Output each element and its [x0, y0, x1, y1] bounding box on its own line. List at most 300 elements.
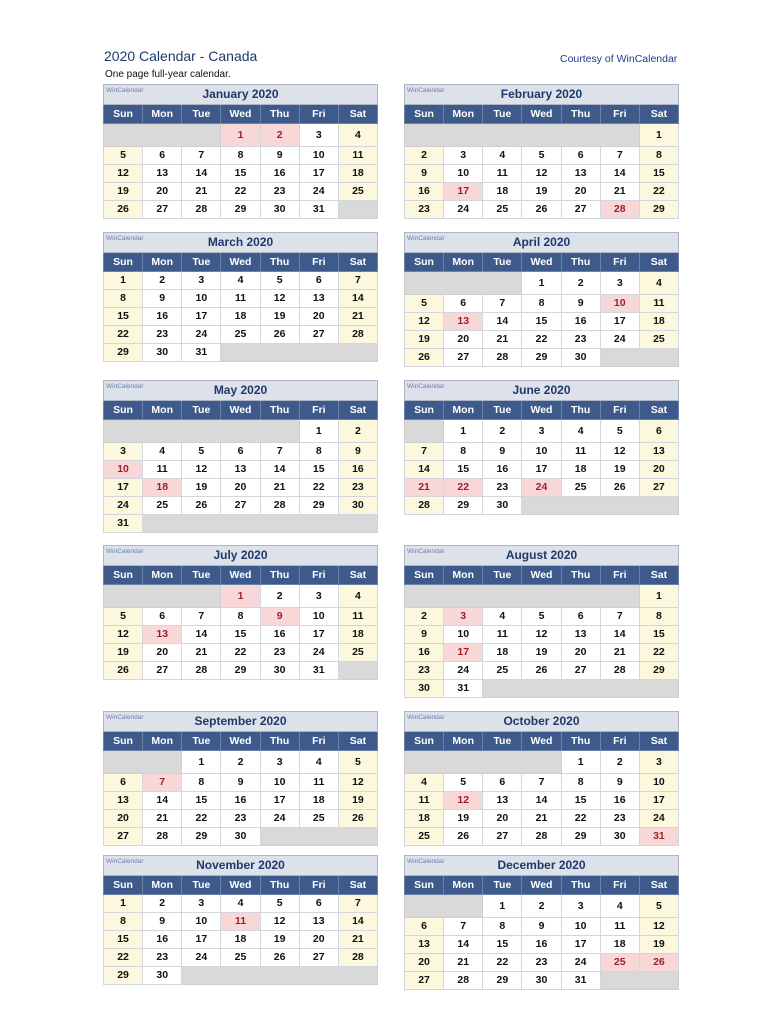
month-calendar-april: [404, 232, 679, 367]
day-cell: 4: [299, 751, 338, 774]
day-cell: 20: [561, 644, 600, 662]
weekday-header: Sun: [405, 105, 444, 124]
day-cell: 2: [405, 147, 444, 165]
weekday-header: Sun: [104, 105, 143, 124]
day-cell: 2: [600, 751, 639, 774]
weekday-header: Fri: [299, 566, 338, 585]
day-cell: 25: [143, 497, 182, 515]
day-cell: 3: [182, 272, 221, 290]
day-cell: 24: [299, 183, 338, 201]
day-cell: 23: [338, 479, 377, 497]
day-cell: 5: [104, 147, 143, 165]
wincalendar-watermark: WinCalendar: [106, 87, 144, 94]
day-cell: 4: [483, 608, 522, 626]
holiday-day-cell: 10: [600, 295, 639, 313]
weekday-header: Mon: [444, 105, 483, 124]
day-cell: 22: [221, 644, 260, 662]
holiday-day-cell: 24: [522, 479, 561, 497]
day-cell: 14: [522, 792, 561, 810]
day-cell: 29: [561, 828, 600, 846]
day-cell: 18: [221, 308, 260, 326]
day-cell: 1: [299, 420, 338, 443]
day-cell: 14: [143, 792, 182, 810]
day-cell: 27: [639, 479, 678, 497]
empty-cell: [405, 895, 483, 918]
day-cell: 24: [104, 497, 143, 515]
day-cell: 7: [182, 147, 221, 165]
day-cell: 27: [483, 828, 522, 846]
day-cell: 20: [483, 810, 522, 828]
month-title: [104, 233, 378, 253]
day-cell: 8: [522, 295, 561, 313]
day-cell: 22: [221, 183, 260, 201]
weekday-header: Tue: [182, 876, 221, 895]
day-cell: 9: [338, 443, 377, 461]
day-cell: 22: [561, 810, 600, 828]
day-cell: 20: [639, 461, 678, 479]
day-cell: 28: [338, 949, 377, 967]
day-cell: 15: [483, 936, 522, 954]
day-cell: 26: [182, 497, 221, 515]
day-cell: 9: [143, 290, 182, 308]
month-name: October 2020: [503, 714, 580, 728]
month-name: April 2020: [512, 235, 571, 249]
day-cell: 22: [299, 479, 338, 497]
day-cell: 22: [104, 949, 143, 967]
day-cell: 3: [522, 420, 561, 443]
day-cell: 29: [104, 344, 143, 362]
weekday-header: Sun: [104, 401, 143, 420]
day-cell: 28: [600, 662, 639, 680]
day-cell: 5: [104, 608, 143, 626]
day-cell: 3: [444, 147, 483, 165]
day-cell: 24: [260, 810, 299, 828]
day-cell: 30: [260, 662, 299, 680]
day-cell: 17: [299, 626, 338, 644]
day-cell: 9: [483, 443, 522, 461]
day-cell: 24: [182, 949, 221, 967]
day-cell: 11: [561, 443, 600, 461]
day-cell: 23: [143, 949, 182, 967]
holiday-day-cell: 22: [444, 479, 483, 497]
day-cell: 26: [260, 949, 299, 967]
day-cell: 5: [522, 147, 561, 165]
day-cell: 5: [600, 420, 639, 443]
weekday-header: Thu: [260, 105, 299, 124]
holiday-day-cell: 18: [143, 479, 182, 497]
day-cell: 21: [522, 810, 561, 828]
month-name: December 2020: [497, 858, 586, 872]
day-cell: 20: [561, 183, 600, 201]
day-cell: 27: [561, 662, 600, 680]
day-cell: 11: [221, 290, 260, 308]
day-cell: 4: [143, 443, 182, 461]
day-cell: 12: [338, 774, 377, 792]
wincalendar-watermark: WinCalendar: [407, 235, 445, 242]
weekday-header: Sun: [104, 253, 143, 272]
day-cell: 24: [444, 201, 483, 219]
weekday-header: Wed: [522, 876, 561, 895]
day-cell: 29: [299, 497, 338, 515]
day-cell: 23: [221, 810, 260, 828]
empty-cell: [405, 420, 444, 443]
empty-cell: [182, 967, 378, 985]
weekday-header: Sat: [338, 566, 377, 585]
weekday-header: Sat: [639, 876, 678, 895]
month-calendar-march: [103, 232, 378, 362]
weekday-header: Fri: [299, 732, 338, 751]
day-cell: 9: [561, 295, 600, 313]
day-cell: 26: [104, 662, 143, 680]
day-cell: 16: [221, 792, 260, 810]
month-calendar-july: [103, 545, 378, 680]
day-cell: 13: [561, 165, 600, 183]
day-cell: 13: [561, 626, 600, 644]
empty-cell: [600, 349, 678, 367]
day-cell: 31: [561, 972, 600, 990]
weekday-header: Sat: [639, 105, 678, 124]
month-title: [104, 546, 378, 566]
weekday-header: Tue: [483, 566, 522, 585]
weekday-header: Wed: [221, 732, 260, 751]
day-cell: 20: [299, 931, 338, 949]
day-cell: 21: [260, 479, 299, 497]
month-title: [405, 856, 679, 876]
day-cell: 30: [561, 349, 600, 367]
empty-cell: [522, 497, 679, 515]
holiday-day-cell: 17: [444, 183, 483, 201]
day-cell: 21: [338, 931, 377, 949]
day-cell: 16: [338, 461, 377, 479]
day-cell: 17: [561, 936, 600, 954]
day-cell: 21: [182, 644, 221, 662]
day-cell: 30: [405, 680, 444, 698]
day-cell: 18: [639, 313, 678, 331]
day-cell: 10: [561, 918, 600, 936]
day-cell: 6: [639, 420, 678, 443]
day-cell: 5: [639, 895, 678, 918]
weekday-header: Sat: [639, 253, 678, 272]
weekday-header: Sat: [338, 732, 377, 751]
day-cell: 4: [561, 420, 600, 443]
wincalendar-watermark: WinCalendar: [106, 548, 144, 555]
weekday-header: Sat: [639, 732, 678, 751]
month-title: [104, 85, 378, 105]
day-cell: 30: [600, 828, 639, 846]
day-cell: 21: [483, 331, 522, 349]
holiday-day-cell: 26: [639, 954, 678, 972]
day-cell: 15: [182, 792, 221, 810]
weekday-header: Tue: [483, 401, 522, 420]
day-cell: 1: [522, 272, 561, 295]
day-cell: 30: [221, 828, 260, 846]
day-cell: 16: [405, 644, 444, 662]
day-cell: 30: [143, 967, 182, 985]
holiday-day-cell: 12: [444, 792, 483, 810]
day-cell: 6: [561, 147, 600, 165]
day-cell: 14: [260, 461, 299, 479]
day-cell: 2: [143, 272, 182, 290]
day-cell: 22: [522, 331, 561, 349]
courtesy-link[interactable]: Courtesy of WinCalendar: [560, 53, 678, 65]
day-cell: 7: [444, 918, 483, 936]
holiday-day-cell: 1: [221, 585, 260, 608]
day-cell: 28: [405, 497, 444, 515]
empty-cell: [600, 972, 678, 990]
day-cell: 16: [483, 461, 522, 479]
day-cell: 8: [104, 290, 143, 308]
day-cell: 31: [104, 515, 143, 533]
day-cell: 15: [639, 165, 678, 183]
day-cell: 15: [639, 626, 678, 644]
weekday-header: Wed: [221, 253, 260, 272]
empty-cell: [405, 124, 640, 147]
month-name: March 2020: [207, 235, 274, 249]
weekday-header: Thu: [561, 253, 600, 272]
day-cell: 29: [104, 967, 143, 985]
weekday-header: Thu: [561, 401, 600, 420]
day-cell: 23: [143, 326, 182, 344]
day-cell: 19: [522, 644, 561, 662]
day-cell: 24: [299, 644, 338, 662]
empty-cell: [143, 515, 378, 533]
weekday-header: Tue: [483, 876, 522, 895]
day-cell: 6: [221, 443, 260, 461]
wincalendar-watermark: WinCalendar: [106, 235, 144, 242]
day-cell: 7: [182, 608, 221, 626]
weekday-header: Wed: [522, 566, 561, 585]
day-cell: 17: [104, 479, 143, 497]
day-cell: 23: [483, 479, 522, 497]
weekday-header: Mon: [143, 253, 182, 272]
weekday-header: Tue: [182, 401, 221, 420]
day-cell: 14: [182, 165, 221, 183]
day-cell: 20: [143, 644, 182, 662]
weekday-header: Thu: [260, 566, 299, 585]
day-cell: 11: [299, 774, 338, 792]
day-cell: 8: [639, 608, 678, 626]
day-cell: 22: [104, 326, 143, 344]
day-cell: 3: [182, 895, 221, 913]
day-cell: 17: [260, 792, 299, 810]
empty-cell: [104, 124, 221, 147]
day-cell: 1: [182, 751, 221, 774]
weekday-header: Mon: [444, 732, 483, 751]
day-cell: 19: [260, 308, 299, 326]
day-cell: 30: [338, 497, 377, 515]
holiday-day-cell: 2: [260, 124, 299, 147]
day-cell: 27: [405, 972, 444, 990]
weekday-header: Sun: [405, 566, 444, 585]
day-cell: 14: [444, 936, 483, 954]
day-cell: 30: [483, 497, 522, 515]
weekday-header: Sat: [338, 876, 377, 895]
day-cell: 25: [299, 810, 338, 828]
weekday-header: Tue: [483, 105, 522, 124]
day-cell: 26: [405, 349, 444, 367]
day-cell: 3: [561, 895, 600, 918]
day-cell: 13: [483, 792, 522, 810]
day-cell: 25: [483, 662, 522, 680]
day-cell: 27: [299, 326, 338, 344]
day-cell: 9: [600, 774, 639, 792]
day-cell: 12: [600, 443, 639, 461]
day-cell: 8: [299, 443, 338, 461]
day-cell: 5: [260, 895, 299, 913]
day-cell: 8: [639, 147, 678, 165]
day-cell: 13: [299, 913, 338, 931]
weekday-header: Wed: [221, 876, 260, 895]
day-cell: 25: [483, 201, 522, 219]
weekday-header: Fri: [299, 401, 338, 420]
day-cell: 26: [522, 201, 561, 219]
day-cell: 28: [444, 972, 483, 990]
weekday-header: Mon: [143, 401, 182, 420]
day-cell: 27: [143, 201, 182, 219]
day-cell: 3: [600, 272, 639, 295]
day-cell: 20: [299, 308, 338, 326]
day-cell: 5: [522, 608, 561, 626]
day-cell: 28: [182, 662, 221, 680]
page-title: 2020 Calendar - Canada: [104, 48, 258, 64]
holiday-day-cell: 7: [143, 774, 182, 792]
day-cell: 10: [639, 774, 678, 792]
day-cell: 10: [260, 774, 299, 792]
day-cell: 7: [600, 608, 639, 626]
wincalendar-watermark: WinCalendar: [407, 858, 445, 865]
day-cell: 1: [104, 272, 143, 290]
day-cell: 1: [444, 420, 483, 443]
wincalendar-watermark: WinCalendar: [407, 87, 445, 94]
day-cell: 31: [444, 680, 483, 698]
day-cell: 22: [483, 954, 522, 972]
day-cell: 2: [483, 420, 522, 443]
day-cell: 26: [522, 662, 561, 680]
day-cell: 11: [338, 147, 377, 165]
empty-cell: [405, 751, 562, 774]
weekday-header: Tue: [182, 566, 221, 585]
day-cell: 26: [338, 810, 377, 828]
day-cell: 31: [299, 201, 338, 219]
day-cell: 1: [639, 585, 678, 608]
day-cell: 25: [405, 828, 444, 846]
weekday-header: Mon: [444, 253, 483, 272]
day-cell: 6: [143, 608, 182, 626]
weekday-header: Thu: [260, 401, 299, 420]
day-cell: 17: [522, 461, 561, 479]
day-cell: 21: [600, 644, 639, 662]
month-name: January 2020: [202, 87, 279, 101]
weekday-header: Wed: [221, 105, 260, 124]
weekday-header: Thu: [561, 105, 600, 124]
day-cell: 27: [561, 201, 600, 219]
empty-cell: [338, 662, 377, 680]
day-cell: 12: [405, 313, 444, 331]
weekday-header: Wed: [522, 105, 561, 124]
day-cell: 1: [561, 751, 600, 774]
day-cell: 17: [182, 931, 221, 949]
day-cell: 11: [405, 792, 444, 810]
day-cell: 5: [260, 272, 299, 290]
weekday-header: Fri: [299, 876, 338, 895]
empty-cell: [405, 272, 522, 295]
weekday-header: Sat: [338, 105, 377, 124]
day-cell: 10: [299, 147, 338, 165]
month-name: May 2020: [213, 383, 268, 397]
day-cell: 31: [299, 662, 338, 680]
day-cell: 23: [260, 644, 299, 662]
day-cell: 18: [483, 183, 522, 201]
day-cell: 6: [143, 147, 182, 165]
day-cell: 16: [405, 183, 444, 201]
day-cell: 1: [104, 895, 143, 913]
month-title: [104, 856, 378, 876]
empty-cell: [104, 751, 182, 774]
day-cell: 3: [299, 585, 338, 608]
day-cell: 23: [561, 331, 600, 349]
day-cell: 2: [561, 272, 600, 295]
day-cell: 3: [260, 751, 299, 774]
day-cell: 30: [260, 201, 299, 219]
day-cell: 13: [299, 290, 338, 308]
holiday-day-cell: 31: [639, 828, 678, 846]
month-title: [405, 233, 679, 253]
day-cell: 14: [338, 290, 377, 308]
day-cell: 18: [561, 461, 600, 479]
day-cell: 29: [483, 972, 522, 990]
day-cell: 6: [299, 272, 338, 290]
day-cell: 12: [182, 461, 221, 479]
day-cell: 25: [221, 949, 260, 967]
day-cell: 16: [600, 792, 639, 810]
day-cell: 23: [405, 662, 444, 680]
weekday-header: Mon: [143, 876, 182, 895]
day-cell: 19: [639, 936, 678, 954]
month-calendar-november: [103, 855, 378, 985]
day-cell: 6: [561, 608, 600, 626]
day-cell: 7: [338, 895, 377, 913]
day-cell: 29: [522, 349, 561, 367]
day-cell: 15: [104, 308, 143, 326]
day-cell: 19: [338, 792, 377, 810]
weekday-header: Fri: [600, 732, 639, 751]
weekday-header: Thu: [260, 732, 299, 751]
holiday-day-cell: 13: [143, 626, 182, 644]
day-cell: 29: [182, 828, 221, 846]
day-cell: 9: [221, 774, 260, 792]
month-name: June 2020: [512, 383, 571, 397]
day-cell: 15: [221, 165, 260, 183]
weekday-header: Fri: [600, 105, 639, 124]
day-cell: 19: [405, 331, 444, 349]
weekday-header: Sat: [639, 566, 678, 585]
day-cell: 8: [483, 918, 522, 936]
weekday-header: Wed: [221, 566, 260, 585]
day-cell: 19: [104, 644, 143, 662]
day-cell: 15: [299, 461, 338, 479]
day-cell: 15: [221, 626, 260, 644]
holiday-day-cell: 13: [444, 313, 483, 331]
month-calendar-february: [404, 84, 679, 219]
weekday-header: Fri: [299, 105, 338, 124]
day-cell: 28: [260, 497, 299, 515]
month-name: September 2020: [194, 714, 287, 728]
day-cell: 18: [405, 810, 444, 828]
weekday-header: Sun: [104, 566, 143, 585]
day-cell: 7: [260, 443, 299, 461]
day-cell: 18: [600, 936, 639, 954]
day-cell: 25: [221, 326, 260, 344]
